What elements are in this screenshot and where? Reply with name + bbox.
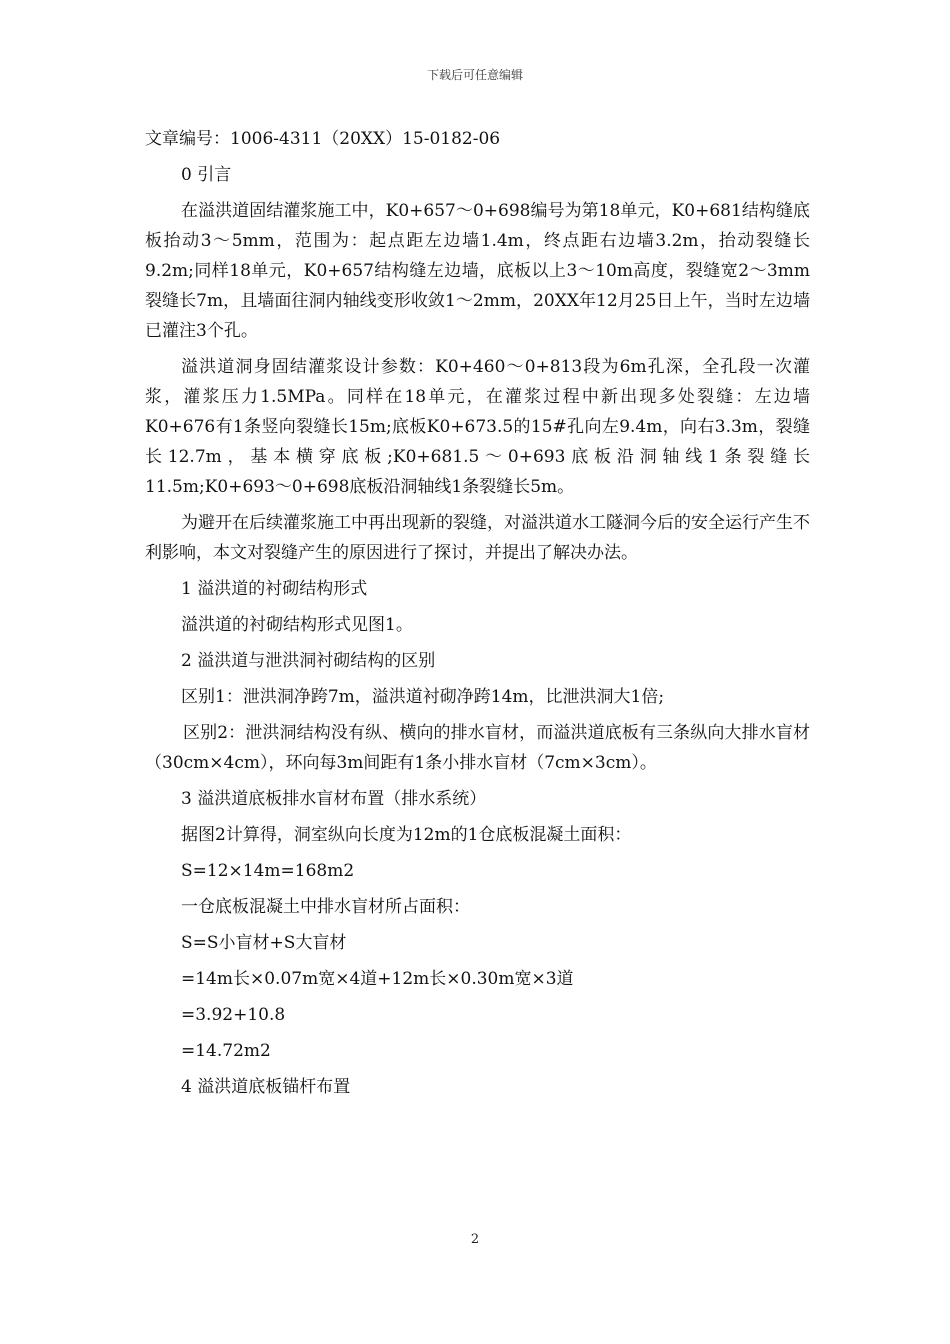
paragraph: 区别1：泄洪洞净跨7m，溢洪道衬砌净跨14m，比泄洪洞大1倍; (181, 687, 665, 707)
section-heading-intro: 0 引言 (181, 165, 232, 185)
section-heading-3: 3 溢洪道底板排水盲材布置（排水系统） (181, 789, 487, 809)
section-heading-2: 2 溢洪道与泄洪洞衬砌结构的区别 (181, 651, 436, 671)
formula-line: =3.92+10.8 (181, 1005, 286, 1025)
page-number: 2 (470, 1232, 480, 1247)
paragraph: 溢洪道洞身固结灌浆设计参数：K0+460～0+813段为6m孔深，全孔段一次灌浆，灌浆压力1.5MPa。同样在18单元，在灌浆过程中新出现多处裂缝：左边墙K0+676有1条竖向裂缝长15m;底板K0+673.5的15#孔向左9.4m，向右3.3m，裂缝长12.7m，基本横穿底板;K0+681.5～0+693底板沿洞轴线1条裂缝长11.5m;K0+693～0+698底板沿洞轴线1条裂缝长5m。 (145, 357, 810, 497)
paragraph: 区别2：泄洪洞结构没有纵、横向的排水盲材，而溢洪道底板有三条纵向大排水盲材（30cm×4cm），环向每3m间距有1条小排水盲材（7cm×3cm）。 (145, 723, 810, 773)
paragraph: 一仓底板混凝土中排水盲材所占面积： (181, 897, 470, 917)
section-heading-1: 1 溢洪道的衬砌结构形式 (181, 579, 368, 599)
article-number: 文章编号：1006-4311（20XX）15-0182-06 (145, 129, 501, 149)
paragraph: 为避开在后续灌浆施工中再出现新的裂缝，对溢洪道水工隧洞今后的安全运行产生不利影响，本文对裂缝产生的原因进行了探讨，并提出了解决办法。 (145, 513, 810, 563)
formula-line: =14.72m2 (181, 1041, 271, 1061)
paragraph: 在溢洪道固结灌浆施工中，K0+657～0+698编号为第18单元，K0+681结构缝底板抬动3～5mm，范围为：起点距左边墙1.4m，终点距右边墙3.2m，抬动裂缝长9.2m;同样18单元，K0+657结构缝左边墙，底板以上3～10m高度，裂缝宽2～3mm裂缝长7m，且墙面往洞内轴线变形收敛1～2mm，20XX年12月25日上午，当时左边墙已灌注3个孔。 (145, 201, 810, 341)
page-header: 下载后可任意编辑 (426, 68, 523, 82)
paragraph: 溢洪道的衬砌结构形式见图1。 (181, 615, 413, 635)
formula-line: S=12×14m=168m2 (181, 861, 355, 881)
formula-line: S=S小盲材+S大盲材 (181, 933, 347, 953)
formula-line: =14m长×0.07m宽×4道+12m长×0.30m宽×3道 (181, 969, 574, 989)
paragraph: 据图2计算得，洞室纵向长度为12m的1仓底板混凝土面积： (181, 825, 632, 845)
document-body (145, 124, 810, 1108)
section-heading-4: 4 溢洪道底板锚杆布置 (181, 1077, 351, 1097)
